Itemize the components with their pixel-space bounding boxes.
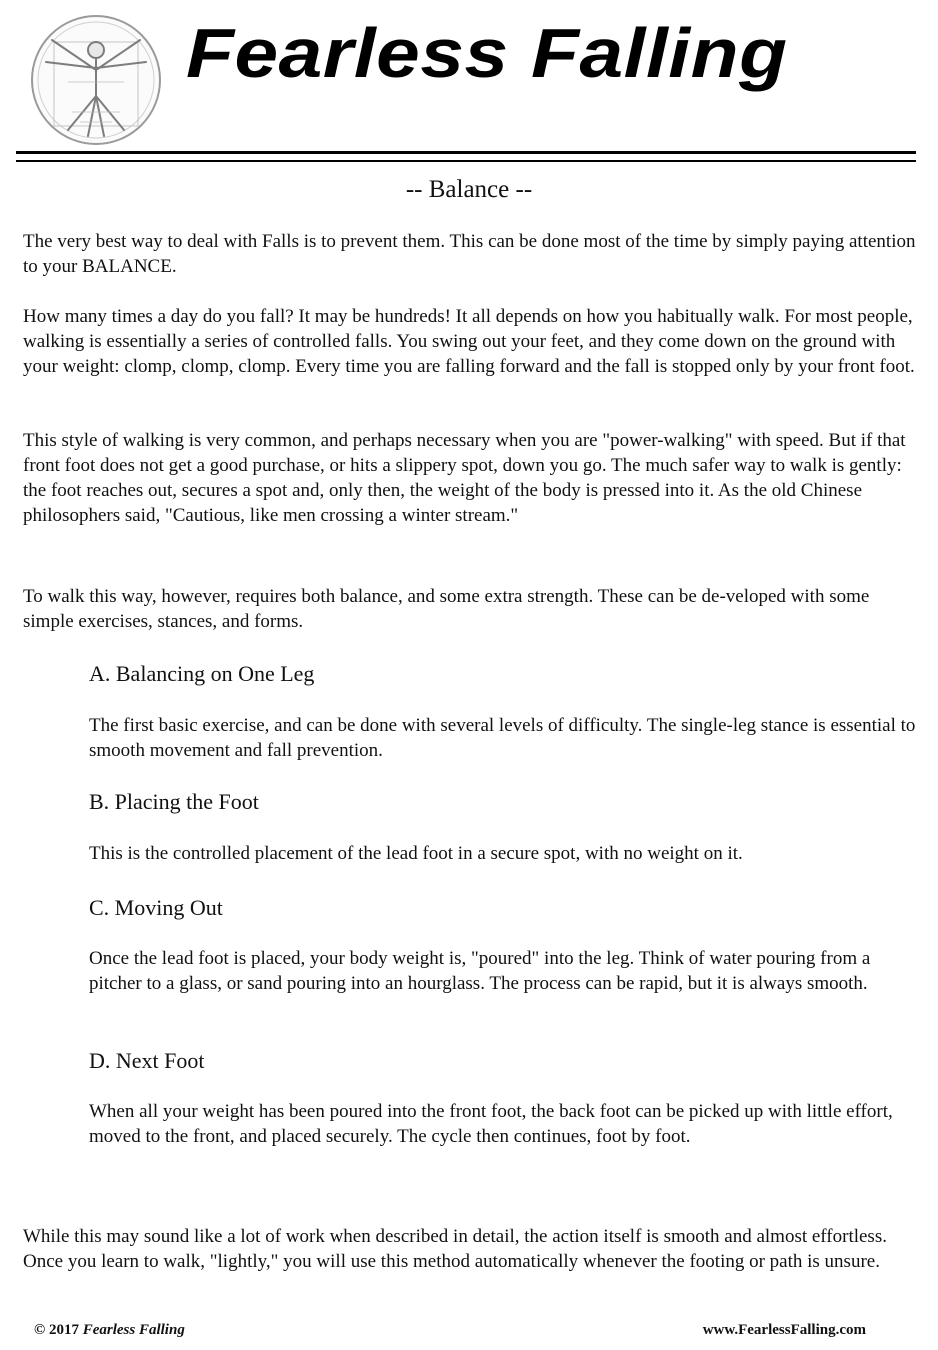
site-title: Fearless Falling <box>186 14 788 92</box>
intro-paragraph: To walk this way, however, requires both balance, and some extra strength. These can be de-veloped with some simple exercises, stances, and forms. <box>23 586 870 632</box>
section-text-next-foot: When all your weight has been poured into the front foot, the back foot can be picked up with little effort, moved to the front, and placed securely. The cycle then continues, foot by foot. <box>89 1101 893 1147</box>
section-text-placing: This is the controlled placement of the lead foot in a secure spot, with no weight on it. <box>89 843 743 864</box>
section-heading-next-foot: D. Next Foot <box>89 1048 205 1073</box>
section-text-balancing: The first basic exercise, and can be done with several levels of difficulty. The single-leg stance is essential to smooth movement and fall prevention. <box>89 715 916 761</box>
copyright-year: © 2017 <box>34 1322 79 1338</box>
footer-website-link[interactable]: www.FearlessFalling.com <box>702 1322 866 1338</box>
section-heading-placing: B. Placing the Foot <box>89 789 259 814</box>
header-divider <box>16 151 916 154</box>
intro-paragraph: This style of walking is very common, and perhaps necessary when you are "power-walking" with speed. But if that front foot does not get a good purchase, or hits a slippery spot, down you go. The much safer way to walk is gently: the foot reaches out, secures a spot and, only then, the weight of the body is pressed into it. As the old Chinese philosophers said, "Cautious, like men crossing a winter stream." <box>23 430 906 526</box>
footer-brand: Fearless Falling <box>82 1322 185 1338</box>
intro-paragraph: The very best way to deal with Falls is to prevent them. This can be done most of the time by simply paying attention to your BALANCE. <box>23 231 916 277</box>
page-heading: -- Balance -- <box>405 176 533 203</box>
section-text-moving-out: Once the lead foot is placed, your body weight is, "poured" into the leg. Think of water pouring from a pitcher to a glass, or sand pouring into an hourglass. The process can be rapid, but it is always smooth. <box>89 948 871 994</box>
footer-copyright <box>34 1320 185 1340</box>
vitruvian-man-logo-icon <box>28 12 164 148</box>
section-heading-moving-out: C. Moving Out <box>89 895 223 920</box>
header-divider-thin <box>16 160 916 162</box>
section-heading-balancing: A. Balancing on One Leg <box>89 661 315 686</box>
intro-paragraph: How many times a day do you fall? It may be hundreds! It all depends on how you habitually walk. For most people, walking is essentially a series of controlled falls. You swing out your feet, and they come down on the ground with your weight: clomp, clomp, clomp. Every time you are falling forward and the fall is stopped only by your front foot. <box>23 306 915 377</box>
closing-paragraph: While this may sound like a lot of work when described in detail, the action itself is smooth and almost effortless. Once you learn to walk, "lightly," you will use this method automatically whenever the footing or path is unsure. <box>23 1226 887 1272</box>
